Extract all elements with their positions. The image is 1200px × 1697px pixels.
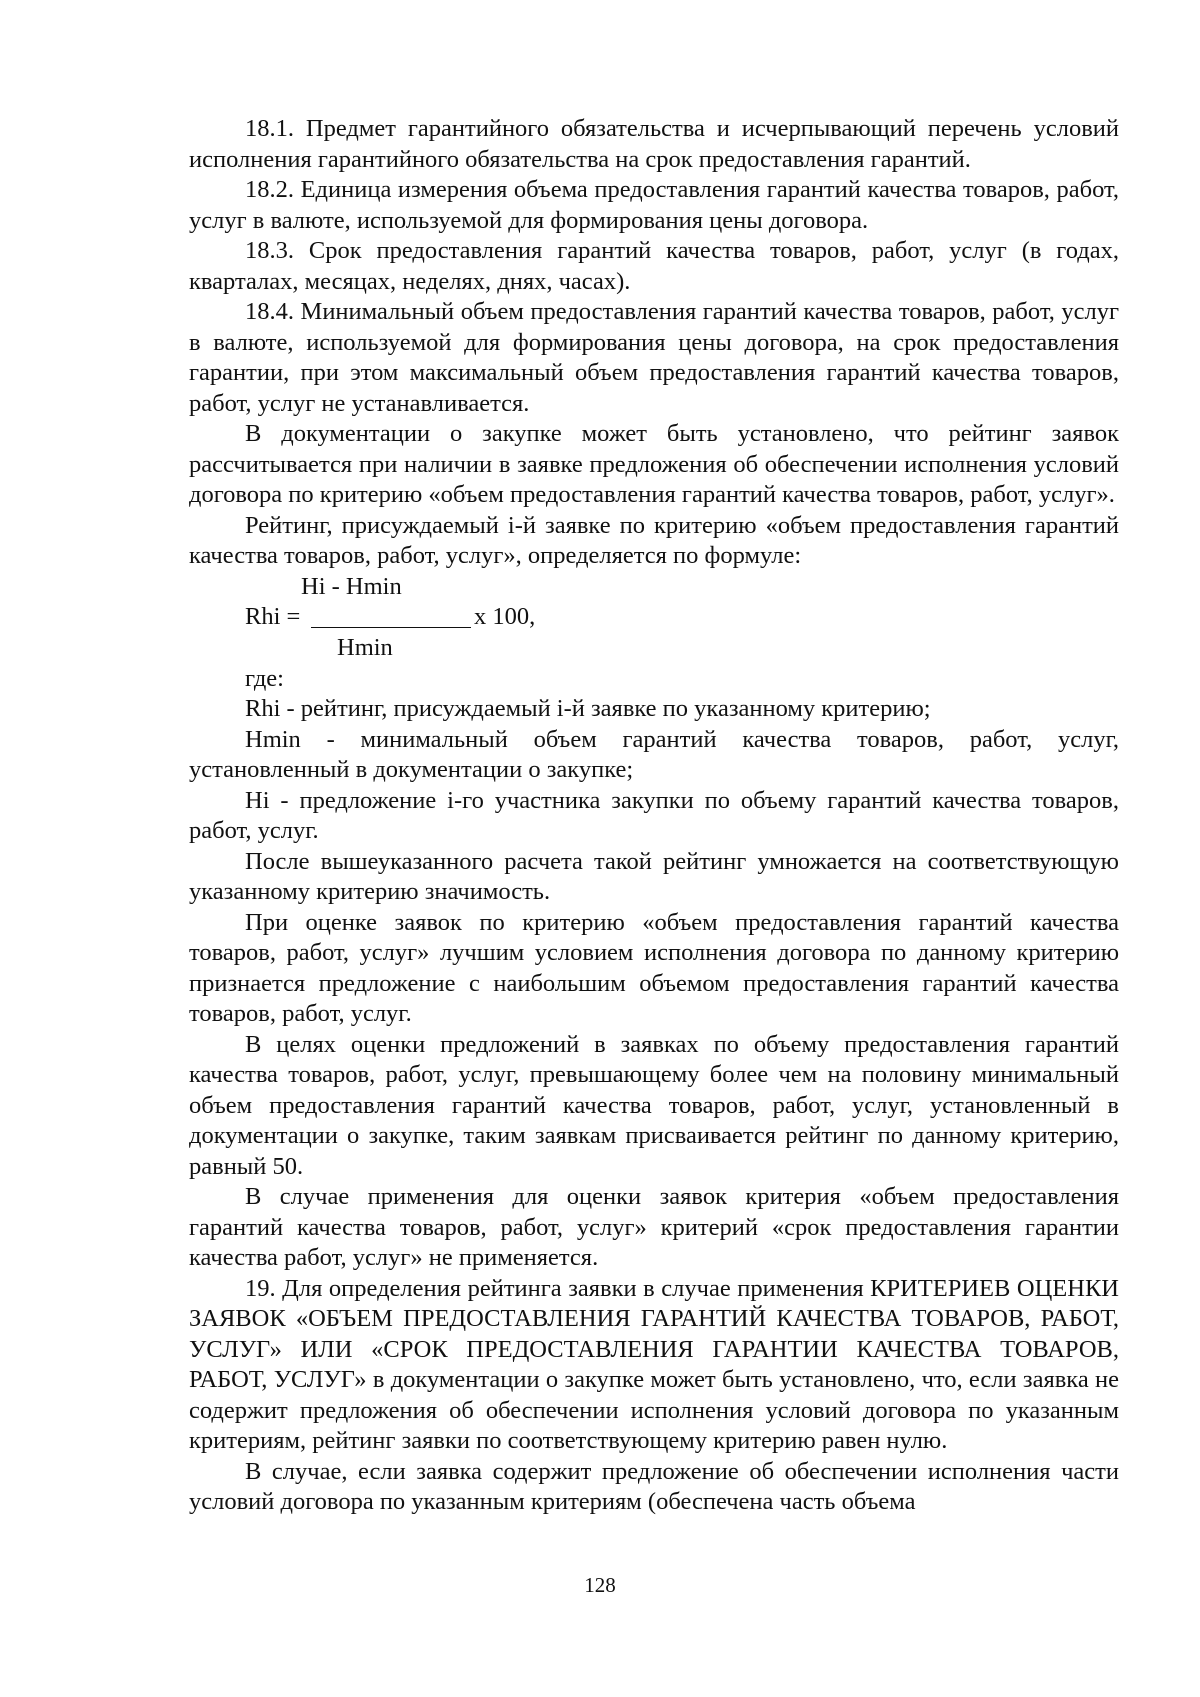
where-label: где: (245, 664, 284, 692)
paragraph-significance: После вышеуказанного расчета такой рейтинг умножается на соответствующую указанному критерию значимость. (189, 847, 1119, 905)
definition-rhi: Rhi - рейтинг, присуждаемый i-й заявке по указанному критерию; (245, 695, 931, 722)
paragraph-18-3: 18.3. Срок предоставления гарантий качества товаров, работ, услуг (в годах, кварталах, месяцах, неделях, днях, часах). (189, 237, 1119, 295)
paragraph-rating-formula-intro: Рейтинг, присуждаемый i-й заявке по критерию «объем предоставления гарантий качества товаров, работ, услуг», определяется по формуле: (189, 511, 1119, 569)
definition-hi: Hi - предложение i-го участника закупки по объему гарантий качества товаров, работ, услуг. (189, 786, 1119, 844)
definition-hmin: Hmin - минимальный объем гарантий качества товаров, работ, услуг, установленный в документации о закупке; (189, 725, 1119, 783)
formula-denominator: Hmin (337, 633, 393, 661)
formula-numerator: Hi - Hmin (301, 572, 402, 600)
paragraph-19: 19. Для определения рейтинга заявки в случае применения КРИТЕРИЕВ ОЦЕНКИ ЗАЯВОК «ОБЪЕМ ПРЕДОСТАВЛЕНИЯ ГАРАНТИЙ КАЧЕСТВА ТОВАРОВ, РАБОТ, УСЛУГ» ИЛИ «СРОК ПРЕДОСТАВЛЕНИЯ ГАРАНТИИ КАЧЕСТВА ТОВАРОВ, РАБОТ, УСЛУГ» в документации о закупке может быть установлено, что, если заявка не содержит предложения об обеспечении исполнения условий договора по указанным критериям, рейтинг заявки по соответствующему критерию равен нулю. (189, 1274, 1119, 1454)
paragraph-criterion-exclusion: В случае применения для оценки заявок критерия «объем предоставления гарантий качества товаров, работ, услуг» критерий «срок предоставления гарантии качества работ, услуг» не применяется. (189, 1183, 1119, 1271)
paragraph-rating-50: В целях оценки предложений в заявках по объему предоставления гарантий качества товаров, работ, услуг, превышающему более чем на половину минимальный объем предоставления гарантий качества товаров, работ, услуг, установленный в документации о закупке, таким заявкам присваивается рейтинг по данному критерию, равный 50. (189, 1030, 1119, 1180)
paragraph-best-condition: При оценке заявок по критерию «объем предоставления гарантий качества товаров, работ, услуг» лучшим условием исполнения договора по данному критерию признается предложение с наибольшим объемом предоставления гарантий качества товаров, работ, услуг. (189, 908, 1119, 1027)
document-page (189, 114, 1119, 1518)
paragraph-rating-condition: В документации о закупке может быть установлено, что рейтинг заявок рассчитывается при наличии в заявке предложения об обеспечении исполнения условий договора по критерию «объем предоставления гарантий качества товаров, работ, услуг». (189, 420, 1119, 508)
formula-fraction-bar (311, 627, 471, 628)
formula-lhs: Rhi = (245, 602, 301, 630)
paragraph-18-4: 18.4. Минимальный объем предоставления гарантий качества товаров, работ, услуг в валюте, используемой для формирования цены договора, на срок предоставления гарантии, при этом максимальный объем предоставления гарантий качества товаров, работ, услуг не устанавливается. (189, 298, 1119, 417)
paragraph-18-1: 18.1. Предмет гарантийного обязательства и исчерпывающий перечень условий исполнения гарантийного обязательства на срок предоставления гарантий. (189, 115, 1119, 173)
paragraph-18-2: 18.2. Единица измерения объема предоставления гарантий качества товаров, работ, услуг в валюте, используемой для формирования цены договора. (189, 176, 1119, 234)
rating-formula (189, 572, 1119, 664)
paragraph-partial-coverage: В случае, если заявка содержит предложение об обеспечении исполнения части условий договора по указанным критериям (обеспечена часть объема (189, 1457, 1119, 1515)
page-number: 128 (584, 1573, 616, 1597)
formula-multiplier: х 100, (474, 602, 536, 630)
